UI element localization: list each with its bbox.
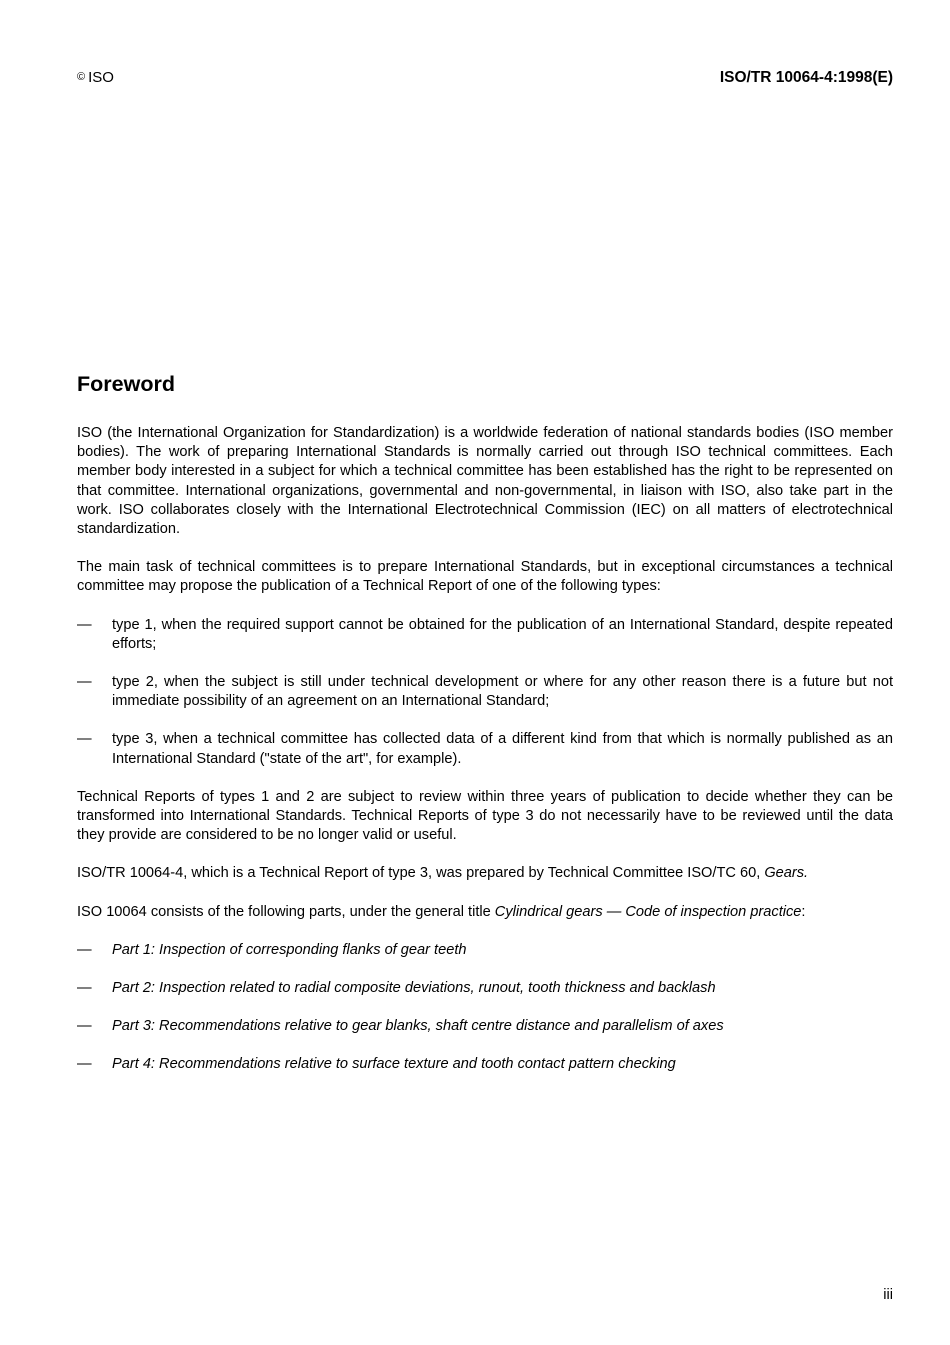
dash-bullet: — — [77, 1018, 92, 1035]
dash-bullet: — — [77, 731, 92, 748]
parts-intro-text: ISO 10064 consists of the following parts, under the general title — [77, 903, 495, 920]
list-item-part-1 — [77, 941, 893, 960]
paragraph-parts-intro — [77, 903, 893, 922]
copyright-notice — [77, 69, 114, 86]
list-item-type-2 — [77, 673, 893, 711]
dash-bullet: — — [77, 980, 92, 997]
list-item-text: type 2, when the subject is still under technical development or where for any other reason there is a future but not immediate possibility of an agreement on an International Standard; — [112, 674, 893, 710]
committee-subject: Gears. — [764, 865, 809, 882]
part-title: Part 3: Recommendations relative to gear blanks, shaft centre distance and parallelism of axes — [112, 1018, 724, 1035]
list-item-part-4 — [77, 1055, 893, 1074]
list-item-type-1 — [77, 616, 893, 654]
dash-bullet: — — [77, 616, 92, 633]
dash-bullet: — — [77, 674, 92, 691]
part-title: Part 2: Inspection related to radial composite deviations, runout, tooth thickness and backlash — [112, 980, 716, 997]
dash-bullet: — — [77, 1056, 92, 1073]
part-title: Part 1: Inspection of corresponding flanks of gear teeth — [112, 941, 467, 958]
foreword-body — [77, 424, 893, 1094]
list-item-type-3 — [77, 730, 893, 768]
list-item-part-3 — [77, 1017, 893, 1036]
section-title: Foreword — [77, 372, 175, 396]
paragraph-technical-committees: The main task of technical committees is to prepare International Standards, but in exceptional circumstances a technical committee may propose the publication of a Technical Report of one of the following types: — [77, 559, 893, 595]
paragraph-iso-description: ISO (the International Organization for Standardization) is a worldwide federation of national standards bodies (ISO member bodies). The work of preparing International Standards is normally carried out through ISO technical committees. Each member body interested in a subject for which a technical committee has been established has the right to be represented on that committee. International organizations, governmental and non-governmental, in liaison with ISO, also take part in the work. ISO collaborates closely with the International Electrotechnical Commission (IEC) on all matters of electrotechnical standardization. — [77, 425, 893, 538]
document-identifier: ISO/TR 10064-4:1998(E) — [719, 69, 893, 86]
paragraph-preparation — [77, 864, 893, 883]
list-item-part-2 — [77, 979, 893, 998]
page-number: iii — [883, 1287, 893, 1303]
general-title: Cylindrical gears — Code of inspection practice — [494, 903, 802, 920]
list-item-text: type 3, when a technical committee has collected data of a different kind from that which is normally published as an International Standard ("state of the art", for example). — [112, 731, 893, 767]
copyright-owner: ISO — [88, 69, 114, 86]
list-item-text: type 1, when the required support cannot be obtained for the publication of an International Standard, despite repeated efforts; — [112, 616, 893, 652]
parts-intro-end: : — [801, 903, 806, 920]
dash-bullet: — — [77, 941, 92, 958]
paragraph-review: Technical Reports of types 1 and 2 are subject to review within three years of publication to decide whether they can be transformed into International Standards. Technical Reports of type 3 do not necessarily have to be reviewed until the data they provide are considered to be no longer valid or useful. — [77, 788, 893, 844]
preparation-text: ISO/TR 10064-4, which is a Technical Report of type 3, was prepared by Technical Committee ISO/TC 60, — [77, 865, 765, 882]
copyright-symbol: © — [77, 71, 86, 83]
part-title: Part 4: Recommendations relative to surface texture and tooth contact pattern checking — [112, 1056, 676, 1073]
